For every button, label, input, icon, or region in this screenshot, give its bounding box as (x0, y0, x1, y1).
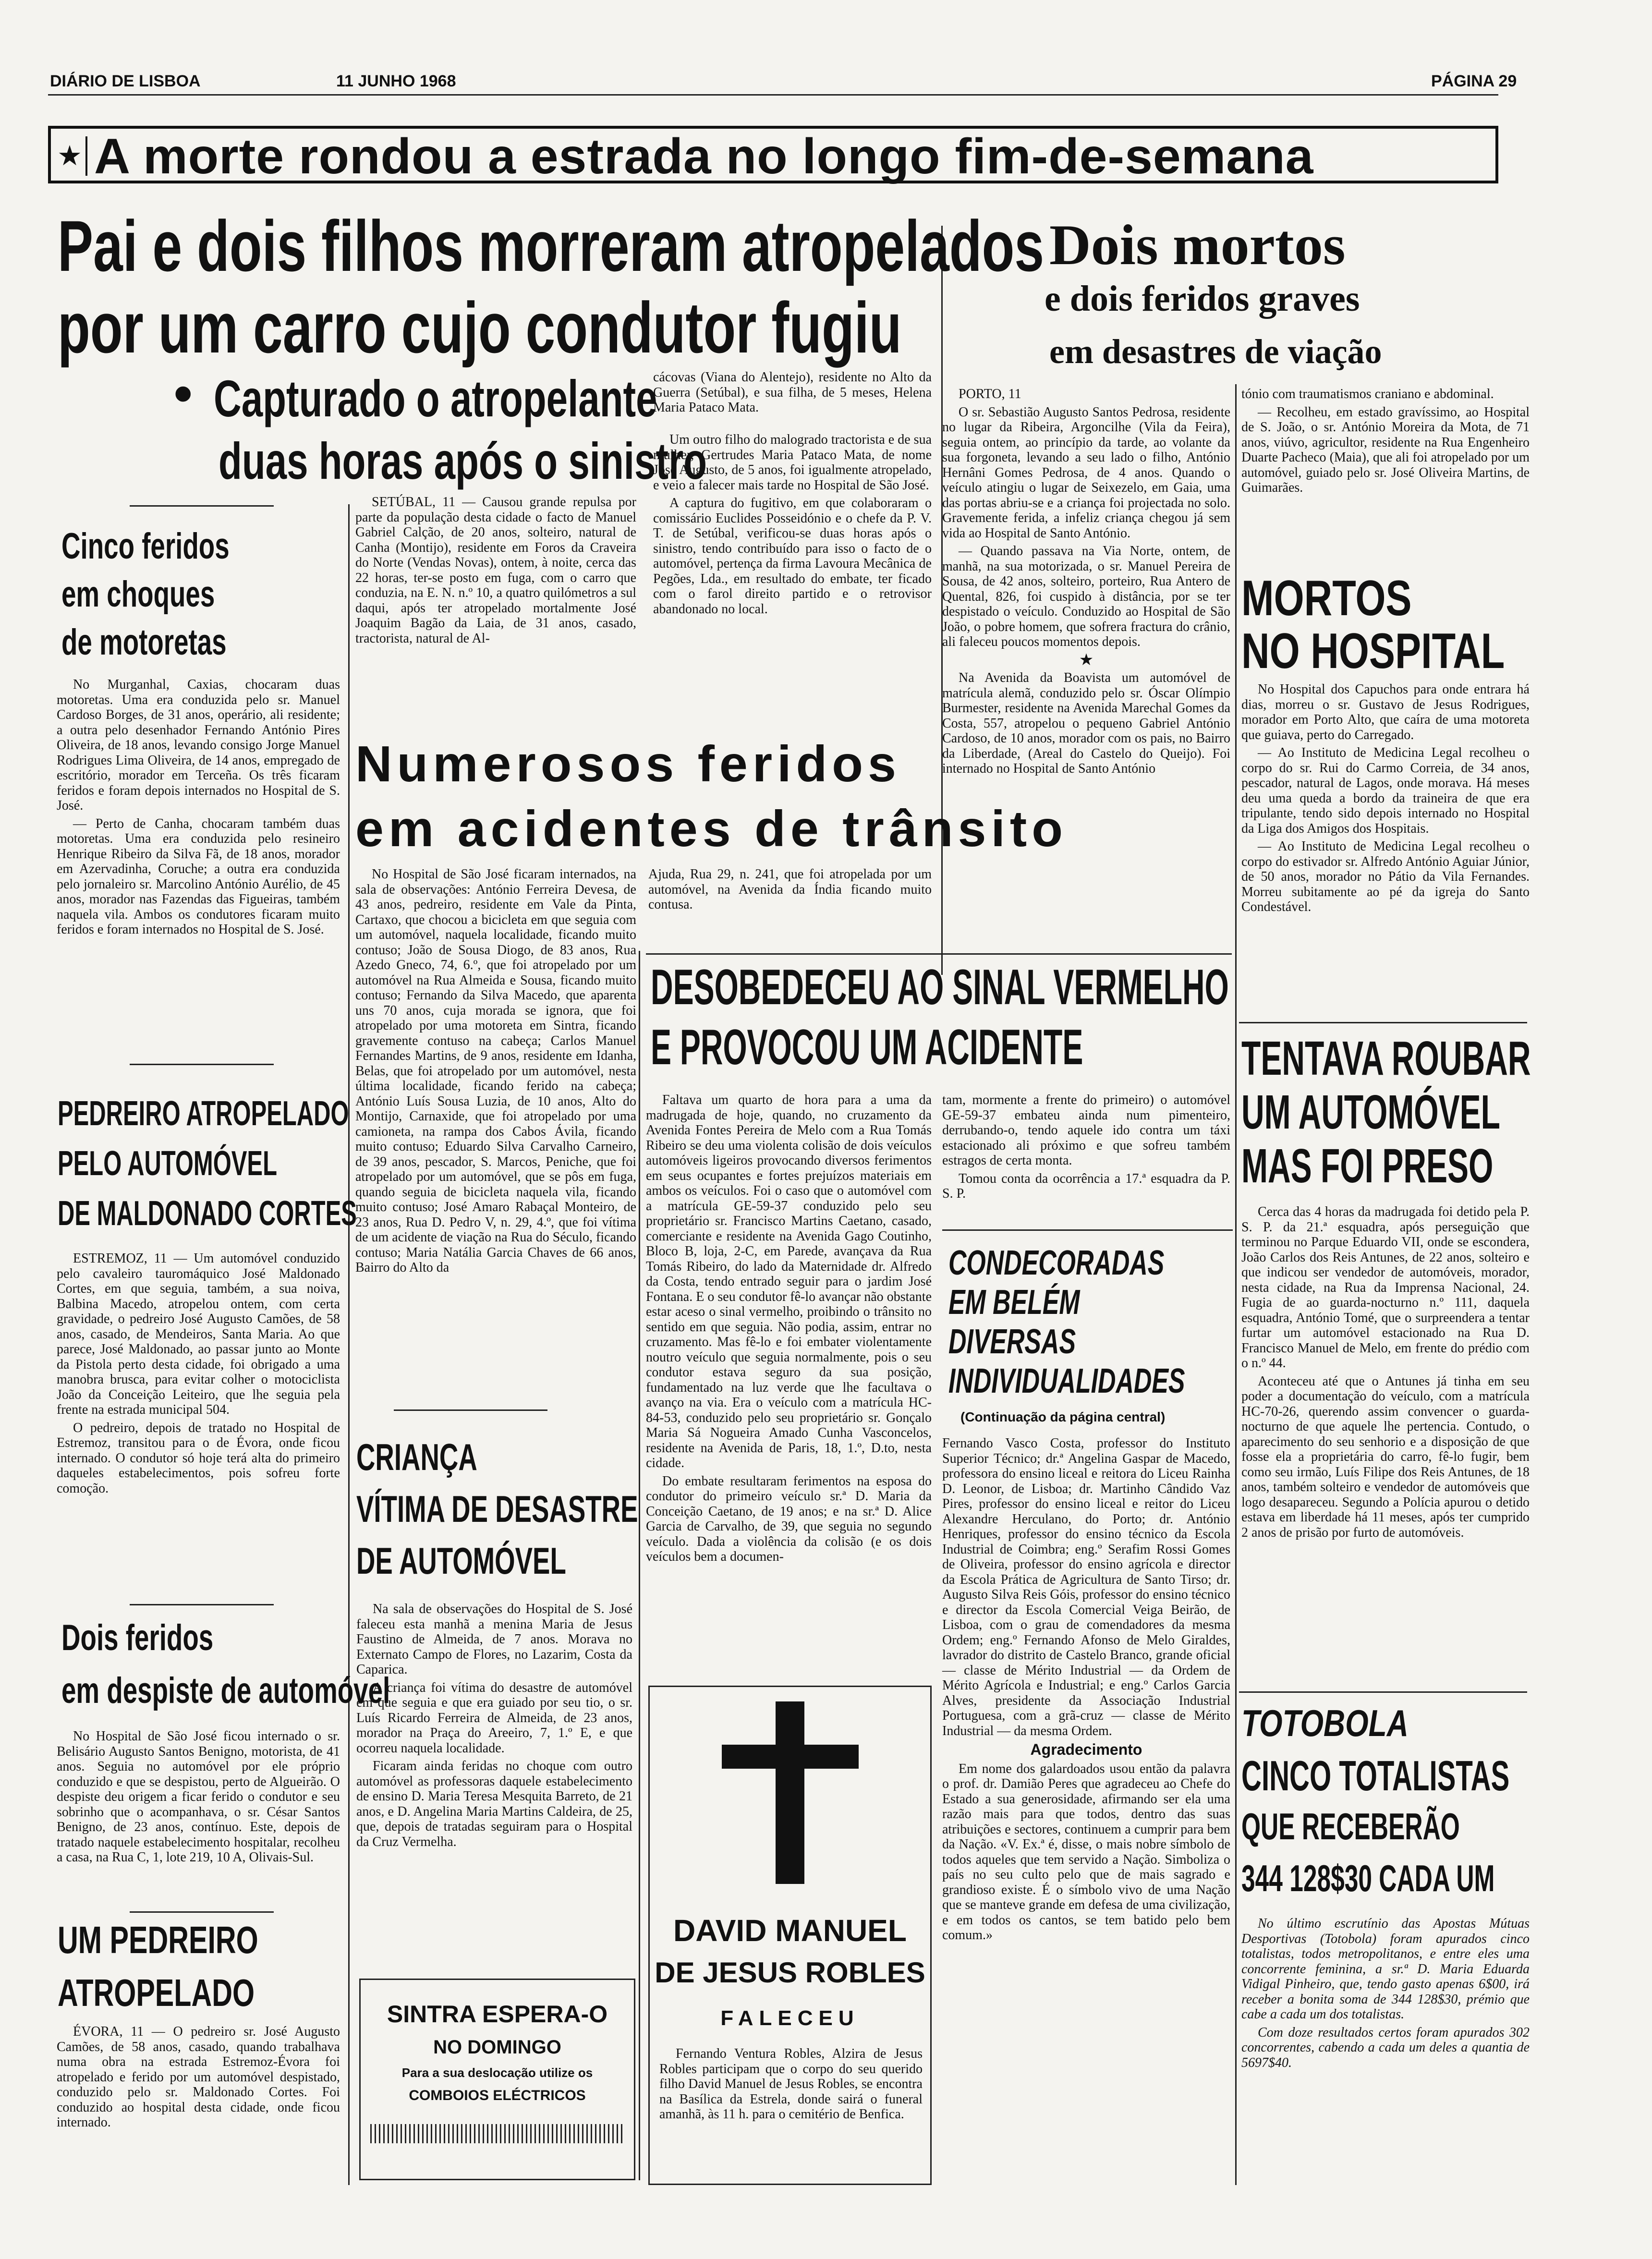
sintra-ad-subtitle: NO DOMINGO (433, 2037, 561, 2058)
section-rule (646, 953, 1232, 955)
totobola-head-2: CINCO TOTALISTAS (1241, 1752, 1510, 1799)
article-paragraph: ÉVORA, 11 — O pedreiro sr. José Augusto Camões, de 58 anos, casado, quando trabalhava numa obra na estrada Estremoz-Évora foi atropelado e ferido por um automóvel despistado, conduzido pelo sr. Maldonado Cortes. Foi conduzido ao hospital desta cidade, onde ficou internado. (57, 2024, 340, 2130)
pedreiro-head-2: PELO AUTOMÓVEL (58, 1144, 277, 1183)
masthead-page: PÁGINA 29 (1431, 72, 1517, 90)
sintra-ad-pattern (370, 2124, 624, 2143)
article-paragraph: Ficaram ainda feridas no choque com outro automóvel as professoras daquele estabelecimento de ensino D. Maria Teresa Mesquita Barreto, de 21 anos, e D. Angelina Maria Martins Caldeira, de 25, que, depois de tratadas seguiram para o Hospital da Cruz Vermelha. (356, 1759, 632, 1849)
column-rule (639, 951, 640, 2180)
section-rule (130, 1911, 274, 1913)
lead-headline-2: por um carro cujo condutor fugiu (58, 287, 902, 368)
pedreiro-head-3: DE MALDONADO CORTES (58, 1194, 357, 1233)
cross-icon (776, 1701, 804, 1884)
section-rule (130, 505, 274, 507)
pedreiro2-head-2: ATROPELADO (58, 1971, 255, 2014)
article-paragraph: Ajuda, Rua 29, n. 241, que foi atropelada por um automóvel, na Avenida da Índia ficando muito contusa. (648, 867, 932, 912)
article-paragraph: No último escrutínio das Apostas Mútuas Desportivas (Totobola) foram apurados cinco totalistas, todos metropolitanos, e entre eles uma concorrente feminina, a sr.ª D. Maria Eduarda Vidigal Pinheiro, que, tendo gasto apenas 6$00, irá receber a bonita soma de 344 128$30, prémio que cabe a cada um dos totalistas. (1241, 1916, 1530, 2022)
lead-bullet: • (174, 364, 193, 423)
article-paragraph: — Quando passava na Via Norte, ontem, de manhã, na sua motorizada, o sr. Manuel Pereira de Sousa, de 42 anos, solteiro, porteiro, Rua Antero de Quental, 826, foi cuspido à distância, por se ter despistado o veículo. Conduzido ao Hospital de São João, o pobre homem, que sofrera fractura do crânio, ali faleceu poucos momentos depois. (942, 544, 1230, 649)
obituary-name-2: DE JESUS ROBLES (655, 1956, 925, 1989)
article-paragraph: Do embate resultaram ferimentos na esposa do condutor do primeiro veículo sr.ª D. Maria da Conceição Caetano, de 19 anos; e na sr.ª D. Alice Garcia de Carvalho, de 39, que seguia no segundo veículo. Dada a violência da colisão (e os dois veículos bem a documen- (646, 1473, 932, 1564)
numerosos-head-2: em acidentes de trânsito (355, 801, 1068, 857)
porto-head-2: e dois feridos graves (1045, 279, 1360, 319)
section-rule (394, 1409, 547, 1411)
article-paragraph: tónio com traumatismos craniano e abdominal. (1241, 387, 1494, 401)
section-rule (942, 1229, 1233, 1231)
lead-headline-1: Pai e dois filhos morreram atropelados (58, 206, 1045, 286)
section-rule (1239, 1022, 1527, 1023)
despiste-body (57, 1729, 340, 1868)
tentava-head-1: TENTAVA ROUBAR (1241, 1032, 1531, 1085)
article-paragraph: O pedreiro, depois de tratado no Hospital de Estremoz, transitou para o de Évora, onde ficou internado. O condutor só hoje terá alta do primeiro daqueles estabelecimentos, pois sofreu forte comoção. (57, 1420, 340, 1496)
article-paragraph: Com doze resultados certos foram apurados 302 concorrentes, cabendo a cada um deles a quantia de 5697$40. (1241, 2025, 1530, 2070)
article-dateline: PORTO, 11 (959, 387, 1021, 401)
sintra-ad-line: Para a sua deslocação utilize os (401, 2065, 593, 2080)
article-paragraph: Tomou conta da ocorrência a 17.ª esquadra da P. S. P. (942, 1171, 1230, 1201)
lead-body-right (653, 432, 932, 619)
cinco-feridos-head-3: de motoretas (61, 622, 227, 663)
condecoradas-head-2: EM BELÉM (948, 1283, 1080, 1322)
tentava-head-2: UM AUTOMÓVEL (1241, 1085, 1500, 1139)
despiste-head-1: Dois feridos (61, 1617, 214, 1658)
agradecimento-subhead: Agradecimento (1030, 1741, 1142, 1758)
lead-paragraph: A captura do fugitivo, em que colaboraram o comissário Euclides Posseidónio e o chefe da P. V. T. de Setúbal, verificou-se duas horas após o sinistro, tendo contribuído para isso o facto de o automóvel, pertença da firma Lavoura Mecânica de Pegões, Lda., em resultado do embate, ter ficado com o farol direito partido e o retrovisor abandonado no local. (653, 496, 932, 617)
article-paragraph: No Hospital dos Capuchos para onde entrara há dias, morreu o sr. Gustavo de Jesus Rodrigues, morador em Porto Alto, que caíra de uma motoreta que guiava, perto do Carregado. (1241, 682, 1530, 742)
numerosos-head-1: Numerosos feridos (355, 736, 901, 792)
lead-subhead-2: duas horas após o sinistro (219, 432, 707, 490)
lead-subhead-1: Capturado o atropelante (214, 369, 657, 427)
condecoradas-body (942, 1436, 1230, 1946)
obituary-text (659, 2046, 923, 2125)
porto-body (942, 387, 1230, 779)
obituary-box (648, 1686, 932, 2185)
totobola-head-3: QUE RECEBERÃO (1241, 1805, 1460, 1847)
numerosos-body (355, 867, 636, 1278)
pedreiro-body (57, 1251, 340, 1499)
article-paragraph: — Perto de Canha, chocaram também duas motoretas. Uma era conduzida pelo resineiro Henrique Ribeiro da Silva Fã, de 18 anos, morador em Azervadinha, Coruche; a outra era conduzida pelo jornaleiro sr. Marcolino António Aurélio, de 45 anos, morador nas Fazendas das Figueiras, também naquela vila. Ambos os condutores ficaram muito feridos e foram internados no Hospital de S. José. (57, 816, 340, 937)
mortos-head-2: NO HOSPITAL (1241, 623, 1505, 679)
lead-intro-text: cácovas (Viana do Alentejo), residente no Alto da Guerra (Setúbal), e sua filha, de 5 meses, Helena Maria Pataco Mata. (653, 370, 932, 415)
crianca-head-1: CRIANÇA (356, 1436, 477, 1478)
lead-body-left (355, 495, 636, 649)
article-paragraph: ESTREMOZ, 11 — Um automóvel conduzido pelo cavaleiro tauromáquico José Maldonado Cortes, em que seguia, também, a sua noiva, Balbina Macedo, atropelou ontem, com certa gravidade, o pedreiro José Augusto Camões, de 58 anos, casado, de Mendeiros, Santa Maria. Ao que parece, José Maldonado, ao passar junto ao Monte da Pistola perto desta cidade, foi obrigado a uma manobra brusca, para evitar colher o motociclista João da Conceição Leiteiro, que lhe seguia pela frente na estrada municipal 504. (57, 1251, 340, 1417)
article-paragraph: O sr. Sebastião Augusto Santos Pedrosa, residente no lugar da Ribeira, Argoncilhe (Vila da Feira), seguia ontem, ao princípio da tarde, ao volante da sua forgoneta, levando a seu lado o filho, António Hernâni Gomes Pedrosa, de 4 anos. Quando o veículo atingiu o lugar de Seixezelo, em Gaia, uma das portas abriu-se e a criança foi projectada no solo. Gravemente ferida, a infeliz criança chegou já sem vida ao Hospital de Santo António. (942, 404, 1230, 541)
pedreiro2-head-1: UM PEDREIRO (58, 1919, 258, 1961)
lead-paragraph: Um outro filho do malogrado tractorista e de sua mulher, Gertrudes Maria Pataco Mata, de nome José Augusto, de 5 anos, foi igualmente atropelado, e veio a falecer mais tarde no Hospital de São José. (653, 432, 932, 493)
article-paragraph: Faltava um quarto de hora para a uma da madrugada de hoje, quando, no cruzamento da Avenida Fontes Pereira de Melo com a Rua Tomás Ribeiro se deu uma violenta colisão de dois veículos automóveis ligeiros provocando diversos ferimentos em seus ocupantes e fortes prejuízos materiais em ambos os veículos. Foi o caso que o automóvel com a matrícula GE-59-37 conduzido pelo seu proprietário sr. Francisco Martins Caetano, casado, comerciante e residente na Avenida Gago Coutinho, Bloco B, loja, 2-C, em Parede, avançava da Rua Tomás Ribeiro, do lado da Maternidade dr. Alfredo da Costa, tendo entrado seguir para o jardim José Fontana. E o seu condutor fê-lo avançar não obstante estar aceso o sinal vermelho, proibindo o trânsito no sentido em que seguia. Não podia, assim, entrar no cruzamento. Mas fê-lo e foi embater violentamente noutro veículo que seguia normalmente, pois o seu condutor estava seguro da sua posição, fundamentado na luz verde que lhe facultava o avanço na via. Era o veículo com a matrícula HC-84-53, conduzido pelo seu proprietário sr. Gonçalo Maria Sá Nogueira Amado Cunha Vasconcelos, residente na Avenida de Paris, 18, 1.º, D.to, nesta cidade. (646, 1093, 932, 1470)
condecoradas-continuation: (Continuação da página central) (960, 1409, 1166, 1424)
totobola-head-1: TOTOBOLA (1241, 1702, 1409, 1744)
mortos-body (1241, 682, 1530, 918)
desobedeceu-head-2: E PROVOCOU UM ACIDENTE (651, 1020, 1083, 1075)
crianca-head-3: DE AUTOMÓVEL (356, 1540, 566, 1582)
masthead-rule (48, 94, 1498, 96)
article-paragraph: Aconteceu até que o Antunes já tinha em seu poder a documentação do veículo, com a matrícula HC-70-26, querendo assim convencer o guarda-nocturno de que aquele lhe pertencia. Contudo, o aparecimento do seu senhorio e a disposição de que fosse ela a proprietária do carro, fê-lo fugir, bem como seu irmão, Luís Filipe dos Reis Antunes, de 18 anos, também solteiro e vendedor de automóveis que logo desapareceu. Segundo a Polícia apurou o detido estava em liberdade há 11 meses, após ter cumprido 2 anos de prisão por furto de automóveis. (1241, 1373, 1530, 1540)
star-separator: ★ (1079, 651, 1094, 669)
section-rule (130, 1604, 274, 1605)
numerosos-body-2 (648, 867, 932, 915)
article-paragraph: No Murganhal, Caxias, chocaram duas motoretas. Uma era conduzida pelo sr. Manuel Cardoso Borges, de 31 anos, operário, ali residente; a outra pelo desenhador Fernando António Pires Oliveira, de 18 anos, levando consigo Jorge Manuel Rodrigues Lima Oliveira, de 14 anos, empregado de escritório, morador em Terceña. Os três ficaram feridos e foram depois internados no Hospital de S. José. (57, 677, 340, 813)
cross-icon (722, 1745, 859, 1769)
mortos-head-1: MORTOS (1241, 571, 1412, 626)
article-paragraph: tam, mormente a frente do primeiro) o automóvel GE-59-37 embateu ainda num pimenteiro, derrubando-o, tendo aquele ido contra um táxi estacionado ali próximo e que sofreu também estragos de certa monta. (942, 1093, 1230, 1168)
article-paragraph: — Ao Instituto de Medicina Legal recolheu o corpo do estivador sr. Alfredo António Aguiar Júnior, de 50 anos, morador no Pátio da Vila Fernandes. Morreu subitamente ao pé da igreja do Santo Condestável. (1241, 839, 1530, 914)
obituary-faleceu: FALECEU (720, 2006, 860, 2030)
masthead-date: 11 JUNHO 1968 (336, 72, 456, 90)
article-paragraph: Em nome dos galardoados usou então da palavra o prof. dr. Damião Peres que agradeceu ao Chefe do Estado a sua generosidade, afirmando ser ela uma razão mais para que todos, dentro das suas atribuições e sectores, continuem a cumprir para bem da Nação. «V. Ex.ª é, disse, o mais nobre símbolo de todos aqueles que tem servido a Nação. Simboliza o país no seu culto pelo que de mais sagrado e grandioso existe. É o símbolo vivo de uma Nação que se manteve grande em defesa de uma civilização, e em todos os cantos, se tem batido pelo bem comum.» (942, 1761, 1230, 1943)
porto-body-2 (1241, 387, 1530, 498)
condecoradas-head-3: DIVERSAS (948, 1323, 1076, 1361)
article-paragraph: Fernando Vasco Costa, professor do Instituto Superior Técnico; dr.ª Angelina Gaspar de Macedo, professora do ensino liceal e reitora do Liceu Rainha D. Leonor, de Lisboa; dr. Martinho Cândido Vaz Pires, professor do ensino liceal e reitor do Liceu Alexandre Herculano, do Porto; dr. António Henriques, professor do ensino técnico da Escola Industrial de Coimbra; eng.º Serafim Rossi Gomes de Oliveira, professor do ensino agrícola e director da Escola Prática de Agricultura de Santo Tirso; dr. Augusto Silva Reis Góis, professor do ensino técnico e director da Escola Comercial Veiga Beirão, de Lisboa, com o grau de comendadores da mesma Ordem; eng.º Fernando Afonso de Melo Giraldes, lavrador do distrito de Castelo Branco, grande oficial — classe de Mérito Industrial — da Ordem de Mérito Agrícola e Industrial; e eng.º Carlos Garcia Alves, presidente da Associação Industrial Portuguesa, com a grã-cruz — classe de Mérito Industrial — da mesma Ordem. (942, 1436, 1230, 1738)
star-icon: ★ (54, 136, 87, 176)
desobedeceu-head-1: DESOBEDECEU AO SINAL VERMELHO (651, 959, 1229, 1015)
section-rule (130, 1064, 274, 1065)
cinco-feridos-body (57, 677, 340, 940)
banner-title: A morte rondou a estrada no longo fim-de-semana (94, 129, 1314, 184)
cinco-feridos-head-1: Cinco feridos (61, 526, 230, 567)
article-paragraph: — Ao Instituto de Medicina Legal recolheu o corpo do sr. Rui do Carmo Correia, de 34 anos, pescador, natural de Lagos, onde morava. Há meses deu uma queda a bordo da traineira de que era tripulante, tendo sido depois internado no Hospital da Liga dos Amigos dos Hospitais. (1241, 745, 1530, 836)
article-paragraph: Na sala de observações do Hospital de S. José faleceu esta manhã a menina Maria de Jesus Faustino de Almeida, de 7 anos. Morava no Externato Campo de Flores, no Lazarim, Costa da Caparica. (356, 1602, 632, 1677)
desobedeceu-body-2 (942, 1093, 1230, 1204)
article-paragraph: — Recolheu, em estado gravíssimo, ao Hospital de S. João, o sr. António Moreira da Mota, de 71 anos, viúvo, agricultor, residente na Rua Engenheiro Duarte Pacheco (Maia), que ali foi atropelado por um automóvel, guiado pelo sr. José Oliveira Martins, de Guimarães. (1241, 404, 1530, 495)
sintra-ad (359, 1979, 635, 2180)
obituary-name-1: DAVID MANUEL (673, 1913, 907, 1948)
article-paragraph: No Hospital de São José ficaram internados, na sala de observações: António Ferreira Devesa, de 43 anos, pedreiro, residente em Vale da Pinta, Cartaxo, que chocou a bicicleta em que seguia com um automóvel, naquela localidade, ficando muito contuso; João de Sousa Diogo, de 83 anos, Rua Azedo Gneco, 74, 6.º, que foi atropelado por um automóvel na Rua Almeida e Sousa, ficando muito contuso; Fernando da Silva Macedo, que aparenta uns 70 anos, cuja morada se ignora, que foi atropelado por uma motoreta em Sintra, ficando gravemente contuso na cabeça; Carlos Manuel Fernandes Martins, de 9 anos, residente em Idanha, Belas, que foi atropelado por um automóvel, nesta última localidade, ficando ferido na cabeça; António Luís Sousa Luzia, de 10 anos, Alto do Montijo, Carnaxide, que foi atropelado por uma camioneta, na rampa dos Cabos Ávila, ficando muito contuso; Eduardo Silva Carvalho Carneiro, de 39 anos, pescador, S. Marcos, Peniche, que foi atropelado por um automóvel, que se pôs em fuga, quando seguia de bicicleta naquela vila, ficando muito contuso; José Amaro Rabaçal Monteiro, de 23 anos, Rua D. Pedro V, n. 29, 4.º, que foi vítima de um acidente de viação na Rua do Século, ficando contuso; Maria Natália Garcia Chaves de 66 anos, Bairro do Alto da (355, 867, 636, 1275)
lead-paragraph: SETÚBAL, 11 — Causou grande repulsa por parte da população desta cidade o facto de Manuel Gabriel Calção, de 20 anos, solteiro, natural de Canha (Montijo), residente em Foros da Craveira do Norte (Vendas Novas), ontem, à noite, cerca das 22 horas, ter-se posto em fuga, com o carro que conduzia, na E. N. n.º 10, a quatro quilómetros a sul daqui, após ter atropelado mortalmente José Joaquim Bagão da Laia, de 31 anos, casado, tractorista, natural de Al- (355, 495, 636, 646)
totobola-body (1241, 1916, 1530, 2073)
column-rule (1235, 384, 1237, 2185)
condecoradas-head-1: CONDECORADAS (948, 1244, 1165, 1282)
porto-head-1: Dois mortos (1049, 213, 1346, 277)
tentava-head-3: MAS FOI PRESO (1241, 1139, 1494, 1193)
desobedeceu-body (646, 1093, 932, 1567)
article-paragraph: A criança foi vítima do desastre de automóvel em que seguia e que era guiado por seu tio, o sr. Luís Ricardo Ferreira de Almeida, de 23 anos, morador na Praça do Areeiro, 7, 1.º E, e que ocorreu naquela localidade. (356, 1680, 632, 1756)
lead-intro (653, 370, 932, 418)
porto-head-3: em desastres de viação (1049, 332, 1382, 371)
obituary-paragraph: Fernando Ventura Robles, Alzira de Jesus Robles participam que o corpo do seu querido filho David Manuel de Jesus Robles, se encontra na Basílica da Estrela, donde sairá o funeral amanhã, às 11 h. para o cemitério de Benfica. (659, 2046, 923, 2122)
sintra-ad-title: SINTRA ESPERA-O (387, 2001, 608, 2028)
crianca-head-2: VÍTIMA DE DESASTRE (356, 1488, 638, 1530)
article-paragraph: No Hospital de São José ficou internado o sr. Belisário Augusto Santos Benigno, motorista, de 41 anos. Seguia no automóvel por ele próprio conduzido e que se despistou, perto de Algueirão. O despiste deu origem a ficar ferido o condutor e seu sobrinho que o acompanhava, o sr. César Santos Benigno, de 23 anos, contínuo. Este, depois de tratado naquele estabelecimento hospitalar, recolheu a casa, na Rua C, 1, lote 219, 10 A, Olivais-Sul. (57, 1729, 340, 1865)
tentava-body (1241, 1204, 1530, 1543)
crianca-body (356, 1602, 632, 1852)
pedreiro-head-1: PEDREIRO ATROPELADO (58, 1094, 349, 1133)
pedreiro2-body (57, 2024, 340, 2133)
section-rule (1239, 1691, 1527, 1693)
cinco-feridos-head-2: em choques (61, 574, 215, 615)
article-paragraph: Cerca das 4 horas da madrugada foi detido pela P. S. P. da 21.ª esquadra, após perseguição que terminou no Parque Eduardo VII, onde se escondera, João Carlos dos Reis Antunes, de 22 anos, solteiro e que indicou ser vendedor de automóveis, morador, nesta cidade, na Rua da Imprensa Nacional, 24. Fugia de ao guarda-nocturno n.º 111, daquela esquadra, António Tomé, que o surpreendera a tentar furtar um automóvel estacionado na Rua D. Francisco Manuel de Melo, em frente do prédio com o n.º 44. (1241, 1204, 1530, 1371)
condecoradas-head-4: INDIVIDUALIDADES (948, 1362, 1185, 1400)
article-paragraph: Na Avenida da Boavista um automóvel de matrícula alemã, conduzido pelo sr. Óscar Olímpio Burmester, residente na Avenida Marechal Gomes da Costa, 557, atropelou o pequeno Gabriel António Cardoso, de 10 anos, morador com os pais, no Bairro da Liberdade, (Areal do Castelo do Queijo). Foi internado no Hospital de Santo António (942, 670, 1230, 776)
despiste-head-2: em despiste de automóvel (61, 1670, 390, 1711)
banner-box (48, 126, 1498, 183)
masthead-paper: DIÁRIO DE LISBOA (50, 72, 201, 90)
sintra-ad-trains: COMBOIOS ELÉCTRICOS (409, 2088, 586, 2103)
column-rule (348, 504, 350, 2185)
totobola-head-4: 344 128$30 CADA UM (1241, 1857, 1495, 1899)
